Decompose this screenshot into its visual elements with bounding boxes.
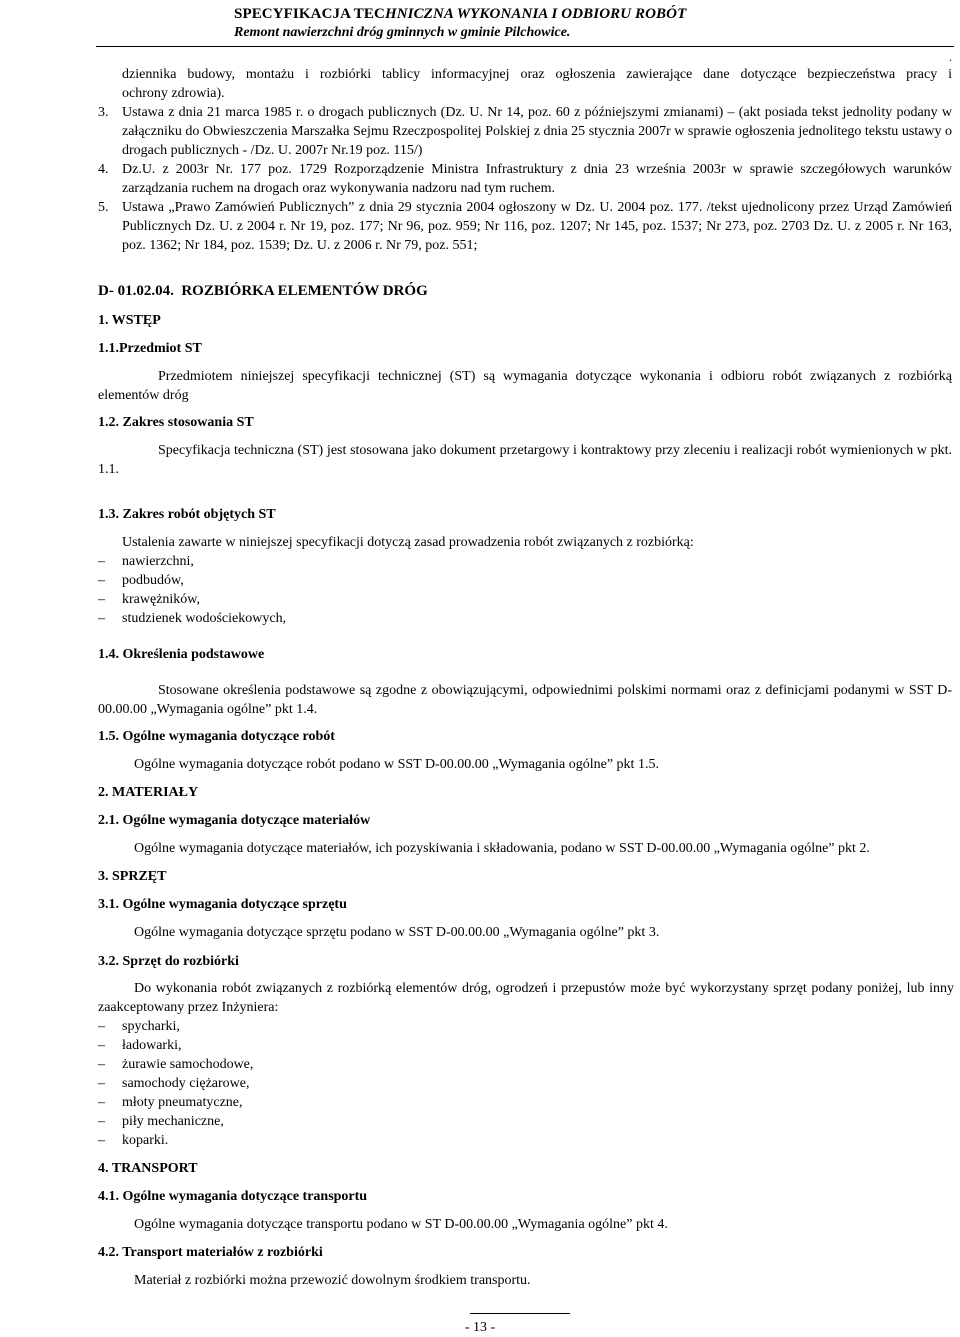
dash-bullet: – bbox=[98, 1133, 105, 1148]
list-item-text: młoty pneumatyczne, bbox=[122, 1095, 243, 1110]
paragraph-1-3-intro: Ustalenia zawarte w niniejszej specyfikacji dotyczą zasad prowadzenia robót związanych z rozbiórką: bbox=[122, 535, 694, 550]
heading-1-4: 1.4. Określenia podstawowe bbox=[98, 647, 265, 662]
section-title bbox=[98, 282, 428, 301]
heading-3: 3. SPRZĘT bbox=[98, 869, 167, 884]
list-item-text: ładowarki, bbox=[122, 1038, 182, 1053]
ref-item3-number: 3. bbox=[98, 105, 109, 120]
list-item bbox=[98, 1093, 243, 1112]
list-item-text: koparki. bbox=[122, 1133, 169, 1148]
header-title-part-a: SPECYFIKACJA TEC bbox=[234, 6, 385, 22]
list-item bbox=[98, 1131, 168, 1150]
list-item-text: samochody ciężarowe, bbox=[122, 1076, 250, 1091]
paragraph-3-1: Ogólne wymagania dotyczące sprzętu podano w SST D-00.00.00 „Wymagania ogólne” pkt 3. bbox=[134, 925, 660, 940]
paragraph-2-1: Ogólne wymagania dotyczące materiałów, ich pozyskiwania i składowania, podano w SST D-00.00.00 „Wymagania ogólne” pkt 2. bbox=[134, 841, 870, 856]
dash-bullet: – bbox=[98, 1076, 105, 1091]
list-item-text: krawężników, bbox=[122, 592, 201, 607]
list-item bbox=[98, 552, 194, 571]
dash-bullet: – bbox=[98, 1095, 105, 1110]
footer-divider bbox=[470, 1313, 570, 1314]
section-code: D- 01.02.04. bbox=[98, 283, 174, 299]
dash-bullet: – bbox=[98, 573, 105, 588]
paragraph-4-2: Materiał z rozbiórki można przewozić dowolnym środkiem transportu. bbox=[134, 1273, 531, 1288]
dash-bullet: – bbox=[98, 592, 105, 607]
ref-item2-continuation-line2: ochrony zdrowia). bbox=[122, 86, 225, 101]
dash-bullet: – bbox=[98, 1019, 105, 1034]
heading-2-1: 2.1. Ogólne wymagania dotyczące materiałów bbox=[98, 813, 371, 828]
list-item-text: spycharki, bbox=[122, 1019, 180, 1034]
ref-item5-text: Ustawa „Prawo Zamówień Publicznych” z dnia 29 stycznia 2004 ogłoszony w Dz. U. 2004 poz. 177. /tekst ujednolicony przez Urząd Zamówień Publicznych Dz. U. z 2004 r. Nr 19, poz. 177; Nr 96, poz. 959; Nr 116, poz. 1207; Nr 145, poz. 1537; Nr 273, poz. 2703 Dz. U. z 2005 r. Nr 163, poz. 1362; Nr 184, poz. 1539; Dz. U. z 2006 r. Nr 79, poz. 551; bbox=[122, 200, 952, 253]
ref-item5-number: 5. bbox=[98, 200, 109, 215]
heading-3-1: 3.1. Ogólne wymagania dotyczące sprzętu bbox=[98, 897, 347, 912]
page-header bbox=[0, 0, 960, 47]
list-item bbox=[98, 590, 200, 609]
list-item-text: piły mechaniczne, bbox=[122, 1114, 224, 1129]
list-item-text: nawierzchni, bbox=[122, 554, 194, 569]
list-item-text: studzienek wodościekowych, bbox=[122, 611, 287, 626]
list-item bbox=[98, 1055, 253, 1074]
heading-1-1: 1.1.Przedmiot ST bbox=[98, 341, 202, 356]
heading-1-3: 1.3. Zakres robót objętych ST bbox=[98, 507, 276, 522]
list-item bbox=[98, 1036, 181, 1055]
heading-4: 4. TRANSPORT bbox=[98, 1161, 198, 1176]
list-item bbox=[98, 1017, 180, 1036]
header-subtitle: Remont nawierzchni dróg gminnych w gminie Pilchowice. bbox=[234, 25, 571, 40]
heading-1-2: 1.2. Zakres stosowania ST bbox=[98, 415, 254, 430]
paragraph-1-4: Stosowane określenia podstawowe są zgodne z obowiązującymi, odpowiednimi polskimi normami oraz z definicjami podanymi w SST D-00.00.00 „Wymagania ogólne” pkt 1.4. bbox=[98, 683, 952, 717]
header-divider bbox=[96, 46, 954, 47]
ref-item4-text: Dz.U. z 2003r Nr. 177 poz. 1729 Rozporządzenie Ministra Infrastruktury z dnia 23 września 2003r w sprawie szczegółowych warunków zarządzania ruchem na drogach oraz wykonywania nadzoru nad tym ruchem. bbox=[122, 162, 952, 196]
paragraph-1-1: Przedmiotem niniejszej specyfikacji technicznej (ST) są wymagania dotyczące wykonania i odbioru robót związanych z rozbiórką elementów dróg bbox=[98, 369, 952, 403]
heading-3-2: 3.2. Sprzęt do rozbiórki bbox=[98, 954, 239, 969]
section-name: ROZBIÓRKA ELEMENTÓW DRÓG bbox=[181, 283, 428, 299]
list-item-text: żurawie samochodowe, bbox=[122, 1057, 254, 1072]
ref-item3-text: Ustawa z dnia 21 marca 1985 r. o drogach publicznych (Dz. U. Nr 14, poz. 60 z późniejszymi zmianami) – (akt posiada tekst jednolity podany w załączniku do Obwieszczenia Marszałka Sejmu Rzeczpospolitej Polskiej z dnia 25 stycznia 2007r w sprawie ogłoszenia jednolitego tekstu ustawy o drogach publicznych - /Dz. U. 2007r Nr.19 poz. 115/) bbox=[122, 105, 952, 158]
heading-4-2: 4.2. Transport materiałów z rozbiórki bbox=[98, 1245, 323, 1260]
list-item-text: podbudów, bbox=[122, 573, 184, 588]
heading-1: 1. WSTĘP bbox=[98, 313, 161, 328]
paragraph-3-2-intro: Do wykonania robót związanych z rozbiórką elementów dróg, ogrodzeń i przepustów może być wykorzystany sprzęt podany poniżej, lub inny zaakceptowany przez Inżyniera: bbox=[98, 981, 954, 1015]
dash-bullet: – bbox=[98, 1038, 105, 1053]
header-title-part-b: HNICZNA WYKONANIA I ODBIORU ROBÓT bbox=[384, 6, 687, 22]
list-item bbox=[98, 1074, 250, 1093]
corner-dot: . bbox=[949, 50, 952, 64]
list-item bbox=[98, 1112, 224, 1131]
heading-4-1: 4.1. Ogólne wymagania dotyczące transportu bbox=[98, 1189, 368, 1204]
list-item bbox=[98, 571, 184, 590]
dash-bullet: – bbox=[98, 554, 105, 569]
heading-2: 2. MATERIAŁY bbox=[98, 785, 199, 800]
dash-bullet: – bbox=[98, 1114, 105, 1129]
paragraph-4-1: Ogólne wymagania dotyczące transportu podano w ST D-00.00.00 „Wymagania ogólne” pkt 4. bbox=[134, 1217, 668, 1232]
paragraph-1-2: Specyfikacja techniczna (ST) jest stosowana jako dokument przetargowy i kontraktowy przy zleceniu i realizacji robót wymienionych w pkt. 1.1. bbox=[98, 443, 952, 477]
heading-1-5: 1.5. Ogólne wymagania dotyczące robót bbox=[98, 729, 335, 744]
dash-bullet: – bbox=[98, 1057, 105, 1072]
paragraph-1-5: Ogólne wymagania dotyczące robót podano w SST D-00.00.00 „Wymagania ogólne” pkt 1.5. bbox=[134, 757, 659, 772]
dash-bullet: – bbox=[98, 611, 105, 626]
page-number: - 13 - bbox=[464, 1320, 496, 1335]
ref-item2-continuation-line1: dziennika budowy, montażu i rozbiórki tablicy informacyjnej oraz ogłoszenia zawierające dane dotyczące bezpieczeństwa pracy i bbox=[122, 67, 952, 82]
list-item bbox=[98, 609, 286, 628]
header-title bbox=[234, 5, 686, 24]
ref-item4-number: 4. bbox=[98, 162, 109, 177]
